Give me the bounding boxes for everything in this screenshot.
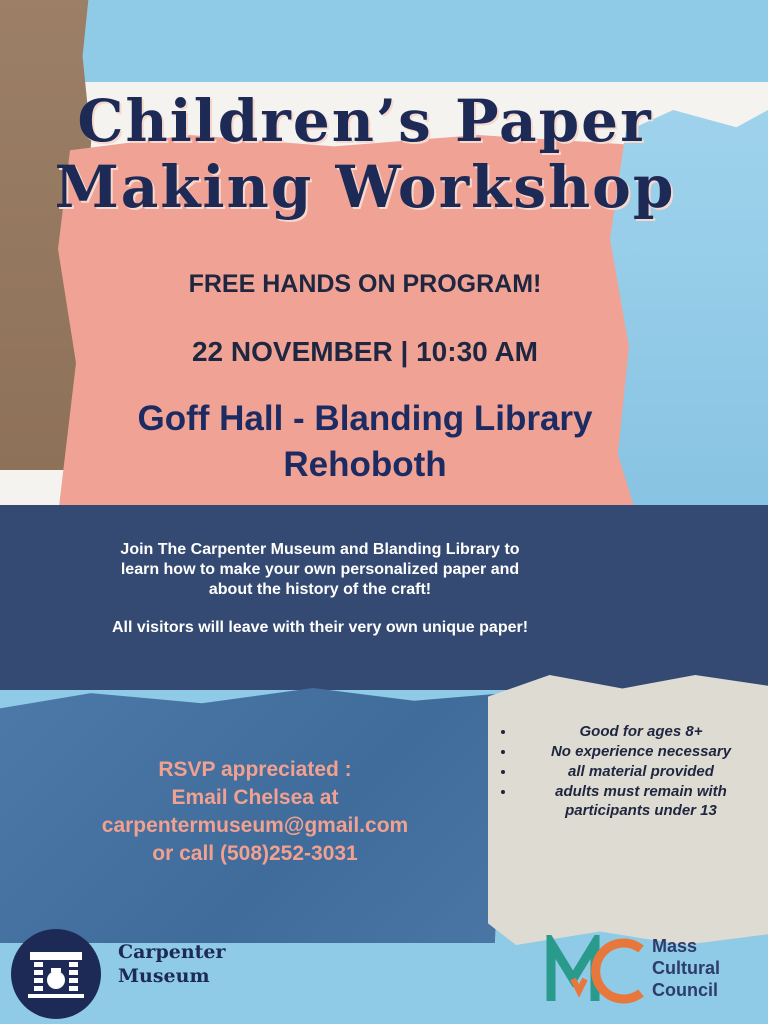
event-description <box>20 540 620 656</box>
mcc-name-line-3: Council <box>652 980 718 1000</box>
mcc-name-line-2: Cultural <box>652 958 721 978</box>
carpenter-name-line-2: Museum <box>118 965 210 987</box>
event-venue <box>0 396 730 488</box>
description-line: Join The Carpenter Museum and Blanding Library to <box>120 541 520 558</box>
detail-item: • adults must remain with participants under 13 <box>516 782 766 820</box>
rsvp-line-1: RSVP appreciated : <box>158 758 352 781</box>
description-line: about the history of the craft! <box>208 581 432 598</box>
event-date-time: 22 NOVEMBER | 10:30 AM <box>191 336 538 367</box>
detail-item: • all material provided <box>516 762 766 781</box>
venue-line-1: Goff Hall - Blanding Library <box>137 399 593 438</box>
description-line: learn how to make your own personalized paper and <box>120 561 520 578</box>
event-title <box>0 88 730 220</box>
carpenter-name-line-1: Carpenter <box>118 941 226 963</box>
rsvp-email-link[interactable]: carpentermuseum@gmail.com <box>101 814 409 837</box>
program-subtitle: FREE HANDS ON PROGRAM! <box>188 270 542 298</box>
venue-line-2: Rehoboth <box>283 445 447 484</box>
mcc-name-line-1: Mass <box>652 936 698 956</box>
carpenter-museum-logo-icon <box>10 928 102 1020</box>
rsvp-phone[interactable]: or call (508)252-3031 <box>152 842 358 865</box>
details-list <box>496 722 766 821</box>
carpenter-museum-name <box>118 940 226 988</box>
description-paragraph-2: All visitors will leave with their very own unique paper! <box>111 619 529 636</box>
rsvp-info <box>20 756 490 868</box>
detail-item: • Good for ages 8+ <box>516 722 766 741</box>
description-paragraph-1 <box>20 540 620 600</box>
mass-cultural-council-name <box>652 935 720 1001</box>
detail-item: • No experience necessary <box>516 742 766 761</box>
event-title-line-2: Making Workshop <box>54 153 676 221</box>
event-title-line-1: Children’s Paper <box>77 87 653 155</box>
mass-cultural-council-logo-icon <box>545 935 645 1005</box>
rsvp-line-2: Email Chelsea at <box>171 786 339 809</box>
